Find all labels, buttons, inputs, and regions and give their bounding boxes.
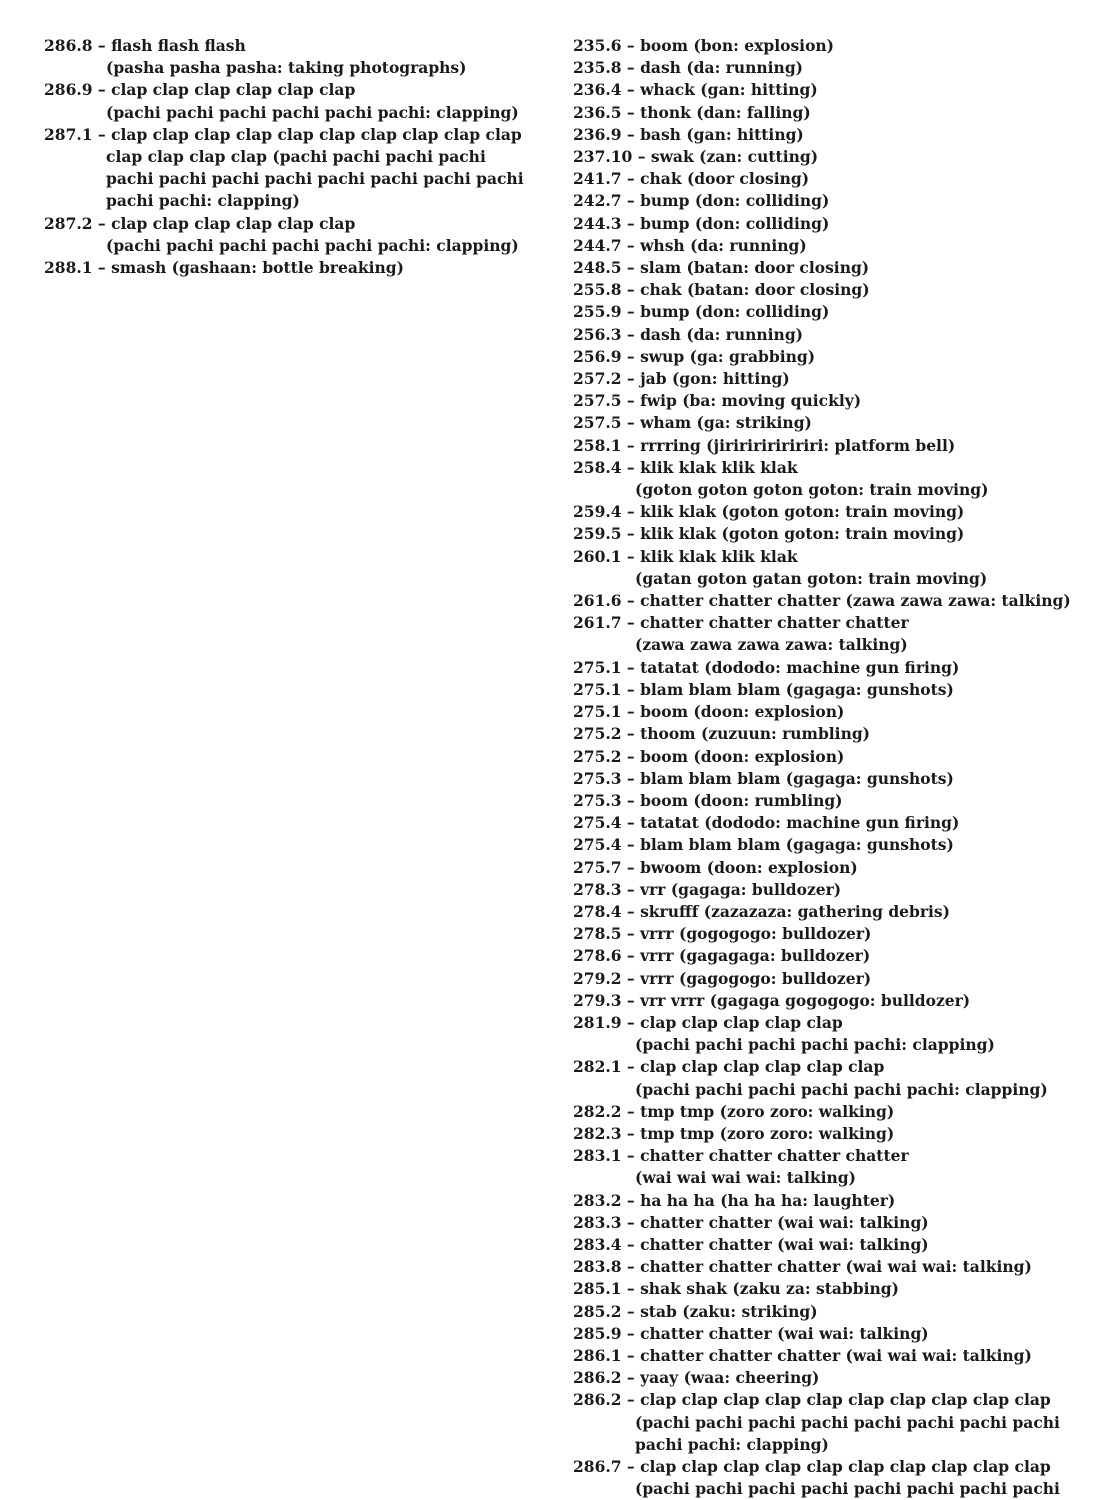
sfx-entry-line: 286.7 – clap clap clap clap clap clap clap clap clap clap	[573, 1457, 1051, 1476]
sfx-entry-line: 257.5 – fwip (ba: moving quickly)	[573, 391, 862, 411]
sfx-entry-line: 255.8 – chak (batan: door closing)	[573, 280, 870, 300]
sfx-entry	[573, 146, 1093, 168]
sfx-entry-line: 255.9 – bump (don: colliding)	[573, 302, 830, 322]
sfx-entry	[573, 1256, 1093, 1278]
sfx-entry-continuation: (goton goton goton goton: train moving)	[635, 480, 989, 500]
sfx-entry-line: 275.2 – thoom (zuzuun: rumbling)	[573, 724, 871, 744]
sfx-entry	[573, 857, 1093, 879]
sfx-entry-line: 285.1 – shak shak (zaku za: stabbing)	[573, 1279, 899, 1299]
sfx-entry-line: 261.7 – chatter chatter chatter chatter	[573, 613, 909, 633]
sfx-entry-line: 241.7 – chak (door closing)	[573, 169, 810, 189]
sfx-entry-line: 258.4 – klik klak klik klak	[573, 457, 798, 477]
sfx-entry-continuation: pachi pachi: clapping)	[635, 1434, 829, 1454]
sfx-entry	[573, 1212, 1093, 1234]
sfx-entry	[573, 1278, 1093, 1300]
sfx-entry	[573, 968, 1093, 990]
sfx-entry-line: 236.9 – bash (gan: hitting)	[573, 124, 804, 144]
sfx-entry	[44, 79, 544, 123]
sfx-entry	[573, 1190, 1093, 1212]
sfx-entry	[573, 324, 1093, 346]
sfx-entry-line: 287.2 – clap clap clap clap clap clap	[44, 213, 356, 233]
sfx-entry	[573, 879, 1093, 901]
sound-effects-column-left	[44, 35, 544, 279]
sfx-entry-line: 278.4 – skrufff (zazazaza: gathering debris)	[573, 901, 950, 921]
sfx-entry-line: 242.7 – bump (don: colliding)	[573, 191, 830, 211]
sfx-entry	[573, 390, 1093, 412]
sfx-entry-line: 286.2 – clap clap clap clap clap clap clap clap clap clap	[573, 1390, 1051, 1410]
sfx-entry	[573, 257, 1093, 279]
sfx-entry	[573, 457, 1093, 501]
sfx-entry-line: 283.4 – chatter chatter (wai wai: talking)	[573, 1234, 929, 1254]
sfx-entry	[573, 190, 1093, 212]
sfx-entry-line: 236.5 – thonk (dan: falling)	[573, 102, 811, 122]
sfx-entry-line: 286.1 – chatter chatter chatter (wai wai wai: talking)	[573, 1345, 1032, 1365]
sfx-entry-line: 275.4 – tatatat (dododo: machine gun firing)	[573, 813, 960, 833]
sfx-entry-line: 259.4 – klik klak (goton goton: train moving)	[573, 502, 965, 522]
sfx-entry-line: 285.2 – stab (zaku: striking)	[573, 1301, 818, 1321]
sfx-entry	[573, 102, 1093, 124]
sfx-entry	[573, 1456, 1093, 1500]
sfx-entry-line: 283.2 – ha ha ha (ha ha ha: laughter)	[573, 1190, 896, 1210]
sfx-entry-line: 275.4 – blam blam blam (gagaga: gunshots)	[573, 835, 954, 855]
sfx-entry-line: 279.2 – vrrr (gagogogo: bulldozer)	[573, 968, 872, 988]
sfx-entry	[573, 1012, 1093, 1056]
sfx-entry	[573, 168, 1093, 190]
sfx-entry	[573, 701, 1093, 723]
sfx-entry-line: 244.3 – bump (don: colliding)	[573, 213, 830, 233]
sfx-entry-line: 278.6 – vrrr (gagagaga: bulldozer)	[573, 946, 871, 966]
sfx-entry	[44, 35, 544, 79]
sfx-entry-line: 286.9 – clap clap clap clap clap clap	[44, 80, 356, 100]
sfx-entry-line: 257.2 – jab (gon: hitting)	[573, 369, 790, 389]
sfx-entry-line: 283.8 – chatter chatter chatter (wai wai wai: talking)	[573, 1257, 1032, 1277]
sfx-entry-line: 283.3 – chatter chatter (wai wai: talking)	[573, 1212, 929, 1232]
sfx-entry-line: 288.1 – smash (gashaan: bottle breaking)	[44, 258, 404, 278]
sfx-entry	[573, 1234, 1093, 1256]
sfx-entry	[573, 1345, 1093, 1367]
sfx-entry-continuation: (pachi pachi pachi pachi pachi: clapping)	[635, 1035, 995, 1055]
sfx-entry-line: 282.2 – tmp tmp (zoro zoro: walking)	[573, 1101, 895, 1121]
sfx-entry-line: 275.1 – blam blam blam (gagaga: gunshots)	[573, 679, 954, 699]
sfx-entry-line: 275.1 – tatatat (dododo: machine gun firing)	[573, 657, 960, 677]
sfx-entry	[573, 35, 1093, 57]
sfx-entry-line: 282.3 – tmp tmp (zoro zoro: walking)	[573, 1123, 895, 1143]
sfx-entry	[573, 923, 1093, 945]
sfx-entry-continuation: (wai wai wai wai: talking)	[635, 1168, 856, 1188]
sfx-entry-continuation: (pachi pachi pachi pachi pachi pachi: clapping)	[106, 235, 519, 255]
sfx-entry-line: 248.5 – slam (batan: door closing)	[573, 258, 870, 278]
sfx-entry-continuation: (pachi pachi pachi pachi pachi pachi pachi pachi	[635, 1479, 1060, 1499]
sfx-entry-continuation: (pachi pachi pachi pachi pachi pachi: clapping)	[106, 102, 519, 122]
sfx-entry-line: 275.7 – bwoom (doon: explosion)	[573, 857, 858, 877]
sfx-entry-line: 275.3 – blam blam blam (gagaga: gunshots)	[573, 768, 954, 788]
sfx-entry	[573, 834, 1093, 856]
sfx-entry	[573, 1323, 1093, 1345]
sfx-entry-line: 282.1 – clap clap clap clap clap clap	[573, 1057, 885, 1077]
sfx-entry	[573, 57, 1093, 79]
sfx-entry	[44, 257, 544, 279]
sfx-entry-line: 259.5 – klik klak (goton goton: train moving)	[573, 524, 965, 544]
sfx-entry-continuation: (pasha pasha pasha: taking photographs)	[106, 58, 467, 78]
sfx-entry-continuation: clap clap clap clap (pachi pachi pachi pachi	[106, 147, 486, 167]
sfx-entry	[573, 501, 1093, 523]
sfx-entry	[573, 79, 1093, 101]
sfx-entry	[573, 790, 1093, 812]
sfx-entry	[573, 746, 1093, 768]
sfx-entry	[573, 1367, 1093, 1389]
sfx-entry	[573, 1056, 1093, 1100]
sfx-entry	[573, 901, 1093, 923]
sfx-entry-line: 235.8 – dash (da: running)	[573, 58, 803, 78]
sfx-entry-line: 286.2 – yaay (waa: cheering)	[573, 1368, 820, 1388]
sfx-entry-line: 258.1 – rrrring (jiririririririri: platform bell)	[573, 435, 956, 455]
sfx-entry	[573, 546, 1093, 590]
sfx-entry	[573, 1101, 1093, 1123]
sfx-entry-line: 286.8 – flash flash flash	[44, 36, 246, 55]
sfx-entry	[44, 213, 544, 257]
sfx-entry	[573, 279, 1093, 301]
sfx-entry	[573, 1301, 1093, 1323]
sfx-entry-line: 260.1 – klik klak klik klak	[573, 546, 798, 566]
sfx-entry	[573, 612, 1093, 656]
sfx-entry-continuation: pachi pachi: clapping)	[106, 191, 300, 211]
sfx-entry	[573, 657, 1093, 679]
sfx-entry	[573, 590, 1093, 612]
sfx-entry-line: 235.6 – boom (bon: explosion)	[573, 36, 835, 55]
sfx-entry-line: 285.9 – chatter chatter (wai wai: talking)	[573, 1323, 929, 1343]
sfx-entry	[573, 301, 1093, 323]
sfx-entry	[573, 435, 1093, 457]
sfx-entry	[573, 124, 1093, 146]
sfx-entry-continuation: (pachi pachi pachi pachi pachi pachi pachi pachi	[635, 1412, 1060, 1432]
sfx-entry-line: 256.9 – swup (ga: grabbing)	[573, 346, 816, 366]
sfx-entry-line: 278.5 – vrrr (gogogogo: bulldozer)	[573, 924, 872, 944]
sfx-entry-line: 237.10 – swak (zan: cutting)	[573, 147, 819, 167]
sfx-entry	[573, 812, 1093, 834]
sfx-entry	[573, 523, 1093, 545]
sfx-entry-line: 275.1 – boom (doon: explosion)	[573, 702, 845, 722]
sfx-entry	[44, 124, 544, 213]
sfx-entry-line: 281.9 – clap clap clap clap clap	[573, 1012, 843, 1032]
sfx-entry-line: 283.1 – chatter chatter chatter chatter	[573, 1146, 909, 1166]
sfx-entry-continuation: pachi pachi pachi pachi pachi pachi pachi pachi	[106, 169, 524, 189]
sfx-entry	[573, 723, 1093, 745]
sfx-entry-line: 287.1 – clap clap clap clap clap clap clap clap clap clap	[44, 124, 522, 144]
sfx-entry-line: 256.3 – dash (da: running)	[573, 324, 803, 344]
sfx-entry-line: 261.6 – chatter chatter chatter (zawa zawa zawa: talking)	[573, 591, 1071, 611]
sfx-entry	[573, 235, 1093, 257]
sfx-entry-line: 244.7 – whsh (da: running)	[573, 235, 807, 255]
sfx-entry	[573, 368, 1093, 390]
sfx-entry-continuation: (zawa zawa zawa zawa: talking)	[635, 635, 908, 655]
sound-effects-column-right	[573, 35, 1093, 1500]
sfx-entry	[573, 1145, 1093, 1189]
sfx-entry-line: 257.5 – wham (ga: striking)	[573, 413, 812, 433]
sfx-entry-line: 275.3 – boom (doon: rumbling)	[573, 790, 843, 810]
sfx-entry-line: 278.3 – vrr (gagaga: bulldozer)	[573, 879, 842, 899]
sfx-entry-continuation: (pachi pachi pachi pachi pachi pachi: clapping)	[635, 1079, 1048, 1099]
sfx-entry-line: 275.2 – boom (doon: explosion)	[573, 746, 845, 766]
sfx-entry	[573, 768, 1093, 790]
sfx-entry	[573, 1123, 1093, 1145]
sfx-entry	[573, 1389, 1093, 1456]
sfx-entry	[573, 412, 1093, 434]
sfx-entry	[573, 990, 1093, 1012]
sfx-entry	[573, 679, 1093, 701]
sfx-entry	[573, 945, 1093, 967]
sfx-entry-line: 279.3 – vrr vrrr (gagaga gogogogo: bulldozer)	[573, 990, 971, 1010]
sfx-entry	[573, 346, 1093, 368]
sfx-entry-continuation: (gatan goton gatan goton: train moving)	[635, 568, 988, 588]
sfx-entry	[573, 213, 1093, 235]
sfx-entry-line: 236.4 – whack (gan: hitting)	[573, 80, 818, 100]
